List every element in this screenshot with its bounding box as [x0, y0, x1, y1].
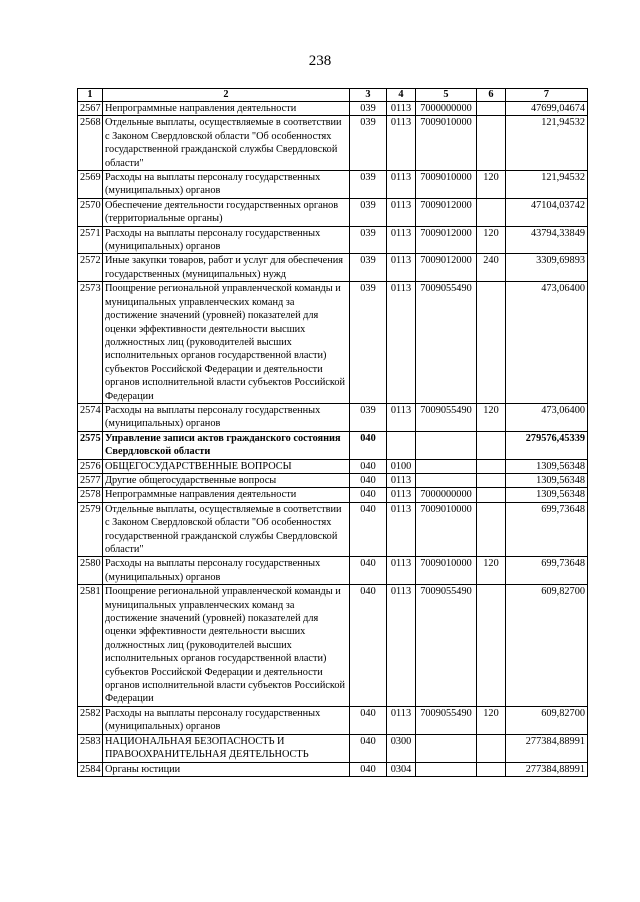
row-expense-type [477, 488, 506, 502]
row-section-code: 0304 [387, 762, 416, 776]
row-target-article: 7009010000 [416, 116, 477, 171]
column-header: 1 [78, 89, 103, 102]
row-name: Отдельные выплаты, осуществляемые в соответствии с Законом Свердловской области "Об особенностях государственной гражданской службы Свердловской области" [103, 116, 350, 171]
row-amount: 699,73648 [506, 502, 588, 557]
row-number: 2569 [78, 171, 103, 199]
row-department-code: 040 [350, 502, 387, 557]
row-amount: 277384,88991 [506, 762, 588, 776]
row-amount: 121,94532 [506, 171, 588, 199]
table-row [78, 171, 588, 199]
table-row [78, 473, 588, 487]
row-target-article [416, 762, 477, 776]
row-target-article: 7009055490 [416, 282, 477, 404]
row-section-code: 0113 [387, 102, 416, 116]
row-expense-type: 120 [477, 557, 506, 585]
row-section-code: 0113 [387, 282, 416, 404]
row-amount: 121,94532 [506, 116, 588, 171]
table-row [78, 488, 588, 502]
row-department-code: 040 [350, 459, 387, 473]
row-name: Расходы на выплаты персоналу государственных (муниципальных) органов [103, 226, 350, 254]
table-row [78, 254, 588, 282]
row-target-article: 7009055490 [416, 706, 477, 734]
table-row [78, 116, 588, 171]
row-name: Расходы на выплаты персоналу государственных (муниципальных) органов [103, 403, 350, 431]
table-body [78, 102, 588, 777]
row-department-code: 040 [350, 473, 387, 487]
column-header: 2 [103, 89, 350, 102]
row-expense-type: 120 [477, 706, 506, 734]
row-section-code [387, 431, 416, 459]
row-expense-type [477, 198, 506, 226]
row-department-code: 040 [350, 431, 387, 459]
row-number: 2571 [78, 226, 103, 254]
row-department-code: 040 [350, 734, 387, 762]
row-amount: 609,82700 [506, 706, 588, 734]
row-name: Поощрение региональной управленческой команды и муниципальных управленческих команд за достижение значений (уровней) показателей для оценки эффективности деятельности высших должностных лиц (руководителей высших исполнительных органов государственной власти) субъектов Российской Федерации и деятельности органов исполнительной власти субъектов Российской Федерации [103, 585, 350, 707]
row-amount: 1309,56348 [506, 459, 588, 473]
row-amount: 1309,56348 [506, 488, 588, 502]
table-row [78, 585, 588, 707]
row-target-article: 7009012000 [416, 226, 477, 254]
row-department-code: 039 [350, 102, 387, 116]
table-row [78, 198, 588, 226]
row-amount: 1309,56348 [506, 473, 588, 487]
row-amount: 47104,03742 [506, 198, 588, 226]
row-expense-type [477, 473, 506, 487]
table-row [78, 431, 588, 459]
row-section-code: 0113 [387, 557, 416, 585]
row-target-article: 7000000000 [416, 488, 477, 502]
row-number: 2567 [78, 102, 103, 116]
row-expense-type [477, 734, 506, 762]
row-department-code: 040 [350, 585, 387, 707]
row-amount: 279576,45339 [506, 431, 588, 459]
row-department-code: 040 [350, 488, 387, 502]
table-row [78, 403, 588, 431]
table-row [78, 706, 588, 734]
row-target-article: 7009010000 [416, 557, 477, 585]
column-header: 5 [416, 89, 477, 102]
row-department-code: 040 [350, 762, 387, 776]
row-expense-type [477, 431, 506, 459]
row-name: Поощрение региональной управленческой команды и муниципальных управленческих команд за достижение значений (уровней) показателей для оценки эффективности деятельности высших должностных лиц (руководителей высших исполнительных органов государственной власти) субъектов Российской Федерации и деятельности органов исполнительной власти субъектов Российской Федерации [103, 282, 350, 404]
row-name: Расходы на выплаты персоналу государственных (муниципальных) органов [103, 557, 350, 585]
row-name: Отдельные выплаты, осуществляемые в соответствии с Законом Свердловской области "Об особенностях государственной гражданской службы Свердловской области" [103, 502, 350, 557]
row-amount: 277384,88991 [506, 734, 588, 762]
row-target-article [416, 459, 477, 473]
row-target-article: 7009055490 [416, 403, 477, 431]
row-target-article: 7000000000 [416, 102, 477, 116]
row-amount: 609,82700 [506, 585, 588, 707]
row-department-code: 039 [350, 254, 387, 282]
column-header: 7 [506, 89, 588, 102]
row-amount: 473,06400 [506, 282, 588, 404]
row-target-article [416, 734, 477, 762]
row-target-article [416, 473, 477, 487]
row-number: 2577 [78, 473, 103, 487]
row-expense-type [477, 585, 506, 707]
row-target-article: 7009055490 [416, 585, 477, 707]
row-number: 2583 [78, 734, 103, 762]
row-number: 2576 [78, 459, 103, 473]
row-department-code: 039 [350, 171, 387, 199]
row-target-article: 7009012000 [416, 198, 477, 226]
row-section-code: 0113 [387, 706, 416, 734]
row-department-code: 039 [350, 226, 387, 254]
budget-table [77, 88, 588, 777]
row-number: 2573 [78, 282, 103, 404]
row-section-code: 0113 [387, 403, 416, 431]
row-expense-type: 120 [477, 171, 506, 199]
row-section-code: 0300 [387, 734, 416, 762]
row-department-code: 039 [350, 116, 387, 171]
table-row [78, 502, 588, 557]
row-name: Расходы на выплаты персоналу государственных (муниципальных) органов [103, 171, 350, 199]
row-department-code: 040 [350, 557, 387, 585]
row-section-code: 0113 [387, 585, 416, 707]
row-name: Обеспечение деятельности государственных органов (территориальные органы) [103, 198, 350, 226]
row-target-article: 7009010000 [416, 502, 477, 557]
row-expense-type [477, 282, 506, 404]
row-amount: 699,73648 [506, 557, 588, 585]
row-name: Непрограммные направления деятельности [103, 102, 350, 116]
row-number: 2575 [78, 431, 103, 459]
table-row [78, 459, 588, 473]
page-number: 238 [308, 53, 332, 69]
row-section-code: 0113 [387, 116, 416, 171]
row-amount: 3309,69893 [506, 254, 588, 282]
row-name: ОБЩЕГОСУДАРСТВЕННЫЕ ВОПРОСЫ [103, 459, 350, 473]
row-amount: 473,06400 [506, 403, 588, 431]
row-name: НАЦИОНАЛЬНАЯ БЕЗОПАСНОСТЬ И ПРАВООХРАНИТЕЛЬНАЯ ДЕЯТЕЛЬНОСТЬ [103, 734, 350, 762]
row-department-code: 039 [350, 282, 387, 404]
row-expense-type [477, 762, 506, 776]
row-expense-type [477, 502, 506, 557]
row-name: Другие общегосударственные вопросы [103, 473, 350, 487]
row-name: Непрограммные направления деятельности [103, 488, 350, 502]
column-header: 3 [350, 89, 387, 102]
row-number: 2578 [78, 488, 103, 502]
table-row [78, 762, 588, 776]
header-row [78, 89, 588, 102]
table-row [78, 734, 588, 762]
row-number: 2579 [78, 502, 103, 557]
row-section-code: 0113 [387, 226, 416, 254]
row-name: Органы юстиции [103, 762, 350, 776]
row-target-article [416, 431, 477, 459]
row-name: Управление записи актов гражданского состояния Свердловской области [103, 431, 350, 459]
row-number: 2584 [78, 762, 103, 776]
row-target-article: 7009010000 [416, 171, 477, 199]
row-section-code: 0100 [387, 459, 416, 473]
row-department-code: 040 [350, 706, 387, 734]
row-number: 2570 [78, 198, 103, 226]
row-amount: 43794,33849 [506, 226, 588, 254]
row-section-code: 0113 [387, 473, 416, 487]
row-department-code: 039 [350, 403, 387, 431]
row-target-article: 7009012000 [416, 254, 477, 282]
row-section-code: 0113 [387, 488, 416, 502]
row-number: 2572 [78, 254, 103, 282]
row-department-code: 039 [350, 198, 387, 226]
row-expense-type [477, 459, 506, 473]
row-expense-type: 120 [477, 226, 506, 254]
row-section-code: 0113 [387, 502, 416, 557]
row-number: 2574 [78, 403, 103, 431]
row-number: 2568 [78, 116, 103, 171]
row-expense-type: 240 [477, 254, 506, 282]
table-row [78, 557, 588, 585]
row-section-code: 0113 [387, 254, 416, 282]
row-expense-type: 120 [477, 403, 506, 431]
row-number: 2580 [78, 557, 103, 585]
row-name: Расходы на выплаты персоналу государственных (муниципальных) органов [103, 706, 350, 734]
table-row [78, 102, 588, 116]
row-number: 2582 [78, 706, 103, 734]
column-header: 6 [477, 89, 506, 102]
row-amount: 47699,04674 [506, 102, 588, 116]
column-header: 4 [387, 89, 416, 102]
table-row [78, 226, 588, 254]
row-expense-type [477, 102, 506, 116]
table-row [78, 282, 588, 404]
row-name: Иные закупки товаров, работ и услуг для обеспечения государственных (муниципальных) нужд [103, 254, 350, 282]
row-number: 2581 [78, 585, 103, 707]
row-section-code: 0113 [387, 171, 416, 199]
row-expense-type [477, 116, 506, 171]
row-section-code: 0113 [387, 198, 416, 226]
